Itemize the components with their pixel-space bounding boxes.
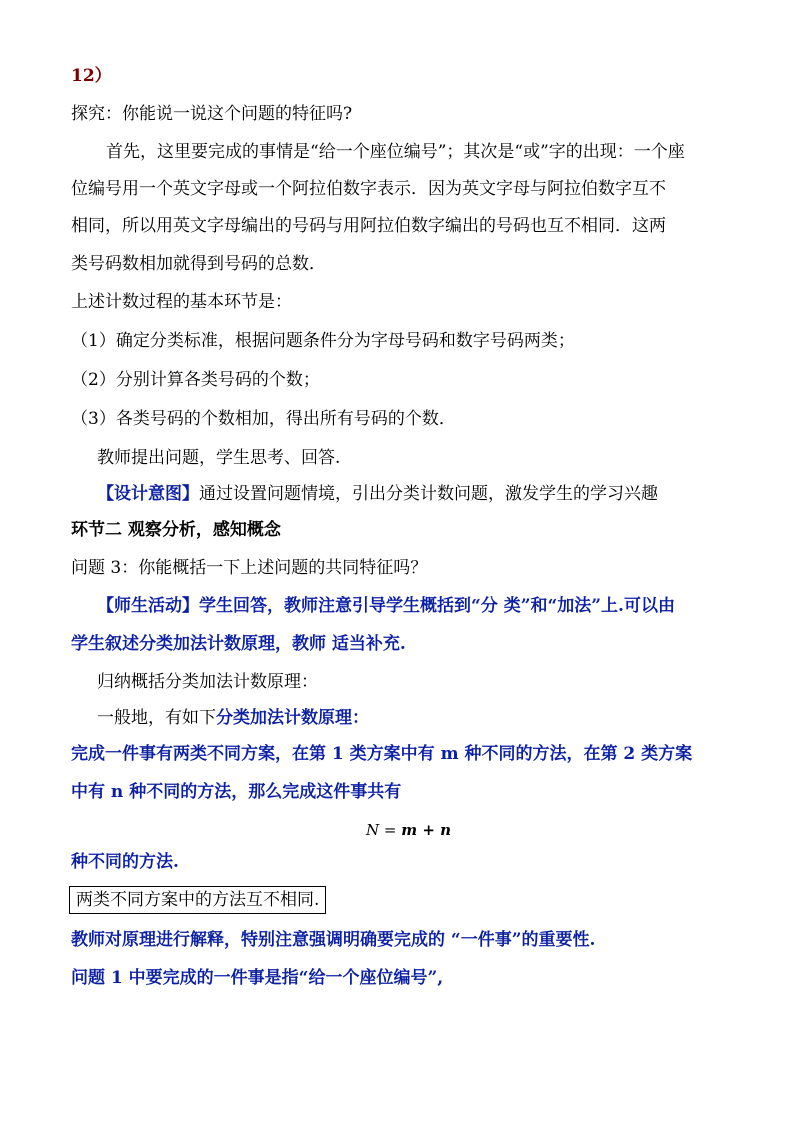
para1-line3: 相同，所以用英文字母编出的号码与用阿拉伯数字编出的号码也互不相同．这两 <box>71 216 666 236</box>
activity-line1 <box>97 594 675 618</box>
boxed-note: 两类不同方案中的方法互不相同. <box>69 886 326 914</box>
item-number: 12） <box>71 66 112 86</box>
activity-text-1: 学生回答，教师注意引导学生概括到“分 类”和“加法”上.可以由 <box>199 596 675 616</box>
principle-line1: 完成一件事有两类不同方案，在第 1 类方案中有 m 种不同的方法，在第 2 类方案 <box>71 744 693 764</box>
formula-n-total: N <box>366 821 380 839</box>
teacher-note-1: 教师提出问题，学生思考、回答. <box>97 448 341 468</box>
principle-line3: 种不同的方法. <box>71 852 179 872</box>
section2-title: 环节二 观察分析，感知概念 <box>71 520 281 540</box>
step-item-3: （3）各类号码的个数相加，得出所有号码的个数． <box>71 409 456 429</box>
design-text: 通过设置问题情境，引出分类计数问题，激发学生的学习兴趣 <box>199 484 658 504</box>
para1-line2: 位编号用一个英文字母或一个阿拉伯数字表示．因为英文字母与阿拉伯数字互不 <box>71 179 666 199</box>
principle-name: 分类加法计数原理： <box>216 708 369 728</box>
summary-line: 归纳概括分类加法计数原理： <box>97 672 318 692</box>
explore-question: 你能说一说这个问题的特征吗? <box>122 104 353 124</box>
general-line <box>97 706 369 730</box>
question-3: 问题 3：你能概括一下上述问题的共同特征吗？ <box>71 558 428 578</box>
formula-plus: + <box>417 821 441 839</box>
design-label: 【设计意图】 <box>97 484 199 504</box>
formula-m: m <box>401 821 418 839</box>
explore-line <box>71 102 352 126</box>
question-1-note: 问题 1 中要完成的一件事是指“给一个座位编号”, <box>71 968 444 988</box>
steps-intro: 上述计数过程的基本环节是： <box>71 292 292 312</box>
explore-label: 探究： <box>71 104 122 124</box>
principle-line2: 中有 n 种不同的方法，那么完成这件事共有 <box>71 782 402 802</box>
step-item-1: （1）确定分类标准，根据问题条件分为字母号码和数字号码两类； <box>71 331 575 351</box>
formula-equals: = <box>379 821 402 839</box>
general-prefix: 一般地，有如下 <box>97 708 216 728</box>
activity-line2: 学生叙述分类加法计数原理，教师 适当补充. <box>71 634 406 654</box>
design-intent <box>97 482 658 506</box>
activity-label: 【师生活动】 <box>97 596 199 616</box>
para1-line1: 首先，这里要完成的事情是“给一个座位编号”；其次是“或”字的出现：一个座 <box>106 142 685 162</box>
formula-n: n <box>440 821 452 839</box>
principle-formula <box>366 820 451 840</box>
para1-line4: 类号码数相加就得到号码的总数． <box>71 254 326 274</box>
step-item-2: （2）分别计算各类号码的个数； <box>71 370 320 390</box>
explain-line: 教师对原理进行解释，特别注意强调明确要完成的 “一件事”的重要性. <box>71 930 596 950</box>
